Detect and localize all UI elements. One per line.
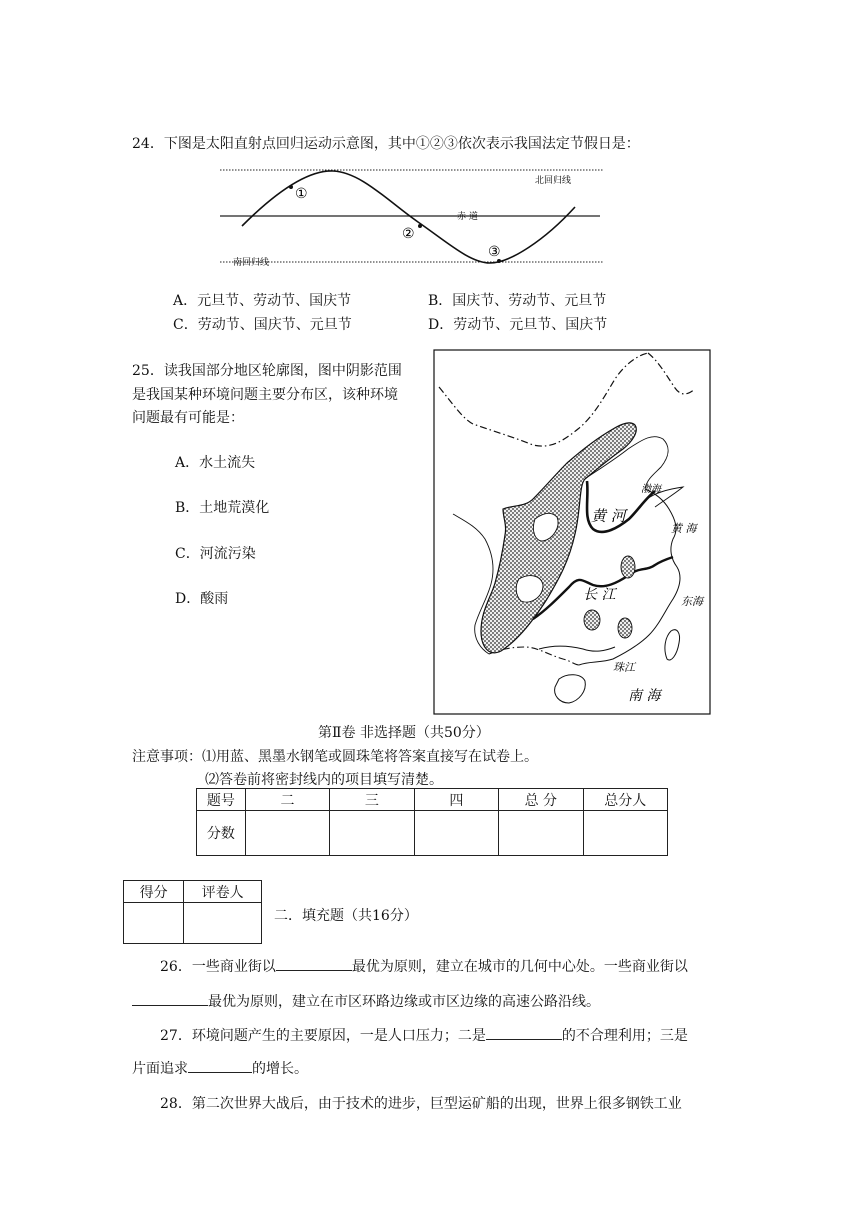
score-header-cell: 总分人 <box>583 789 667 811</box>
score-table <box>196 788 668 856</box>
score-header-cell: 总 分 <box>499 789 583 811</box>
score-header-cell: 二 <box>245 789 329 811</box>
shaded-patch-3 <box>618 618 632 638</box>
score-row-label: 分数 <box>197 811 246 856</box>
marker-3: ③ <box>488 244 501 260</box>
q27-line-1 <box>160 1025 688 1045</box>
label-south-sea: 南 海 <box>628 688 661 704</box>
point-1 <box>289 185 293 189</box>
q25-stem-line-1: 25．读我国部分地区轮廓图，图中阴影范围 <box>132 363 402 379</box>
q24-option-c[interactable]: C．劳动节、国庆节、元旦节 <box>173 317 352 333</box>
q28-line-1: 28．第二次世界大战后，由于技术的进步，巨型运矿船的出现，世界上很多钢铁工业 <box>160 1096 682 1112</box>
q27-line-2 <box>132 1058 308 1078</box>
label-yellow-river: 黄 河 <box>591 507 626 525</box>
q27-text-b: 的不合理利用；三是 <box>561 1028 688 1044</box>
q25-option-c[interactable]: C．河流污染 <box>175 546 256 562</box>
q25-option-d[interactable]: D．酸雨 <box>175 591 229 607</box>
north-tropic-label: 北回归线 <box>535 176 572 186</box>
q24-option-b[interactable]: B．国庆节、劳动节、元旦节 <box>428 293 607 309</box>
q27-blank-2[interactable] <box>188 1058 252 1073</box>
point-2 <box>418 224 422 228</box>
shaded-patch-1 <box>621 556 635 578</box>
grader-header-score: 得分 <box>124 881 184 903</box>
score-input-cell[interactable] <box>499 811 583 856</box>
section-title: 二．填充题（共16分） <box>274 908 418 924</box>
q25-option-b[interactable]: B．土地荒漠化 <box>175 500 270 516</box>
label-yellow-sea: 黄 海 <box>671 522 697 535</box>
solar-migration-diagram <box>215 160 610 272</box>
equator-label: 赤 道 <box>457 212 478 222</box>
grader-header-grader: 评卷人 <box>184 881 262 903</box>
label-yangtze: 长 江 <box>583 587 616 603</box>
shaded-patch-2 <box>584 610 600 630</box>
q26-text-a: 26．一些商业街以 <box>160 959 276 975</box>
q27-text-c: 片面追求 <box>132 1061 188 1077</box>
marker-2: ② <box>402 226 415 242</box>
grader-score-cell[interactable] <box>124 903 184 944</box>
q25-stem-line-2: 是我国某种环境问题主要分布区，该种环境 <box>132 387 398 403</box>
q24-option-a[interactable]: A．元旦节、劳动节、国庆节 <box>173 293 352 309</box>
score-input-cell[interactable] <box>245 811 329 856</box>
part2-title: 第Ⅱ卷 非选择题（共50分） <box>318 725 490 741</box>
score-input-cell[interactable] <box>414 811 498 856</box>
label-east-sea: 东海 <box>681 595 703 608</box>
score-header-cell: 三 <box>330 789 414 811</box>
q27-text-d: 的增长。 <box>252 1061 308 1077</box>
q24-stem: 24．下图是太阳直射点回归运动示意图，其中①②③依次表示我国法定节假日是： <box>132 136 640 152</box>
label-bohai: 渤海 <box>641 484 661 495</box>
score-header-cell: 题号 <box>197 789 246 811</box>
q25-stem-line-3: 问题最有可能是： <box>132 410 244 426</box>
notice-line-2: ⑵答卷前将密封线内的项目填写清楚。 <box>205 772 443 788</box>
score-header-cell: 四 <box>414 789 498 811</box>
notice-line-1: 注意事项：⑴用蓝、黑墨水钢笔或圆珠笔将答案直接写在试卷上。 <box>132 749 538 765</box>
q26-line-1 <box>160 956 688 976</box>
q24-option-d[interactable]: D．劳动节、元旦节、国庆节 <box>428 317 608 333</box>
score-input-cell[interactable] <box>330 811 414 856</box>
score-input-cell[interactable] <box>583 811 667 856</box>
q27-text-a: 27．环境问题产生的主要原因，一是人口压力；二是 <box>160 1028 486 1044</box>
sun-path-curve <box>242 171 575 263</box>
q26-text-b: 最优为原则，建立在城市的几何中心处。一些商业街以 <box>351 959 688 975</box>
marker-1: ① <box>295 186 308 202</box>
q27-blank-1[interactable] <box>486 1025 562 1040</box>
label-pearl-river: 珠江 <box>613 661 635 674</box>
grader-table <box>123 880 262 944</box>
south-tropic-label: 南回归线 <box>233 258 270 268</box>
q26-text-c: 最优为原则，建立在市区环路边缘或市区边缘的高速公路沿线。 <box>208 994 600 1010</box>
china-region-map <box>433 349 712 716</box>
q26-line-2 <box>132 991 600 1011</box>
grader-name-cell[interactable] <box>184 903 262 944</box>
q25-option-a[interactable]: A．水土流失 <box>175 455 256 471</box>
q26-blank-1[interactable] <box>276 956 352 971</box>
q26-blank-2[interactable] <box>132 991 208 1006</box>
